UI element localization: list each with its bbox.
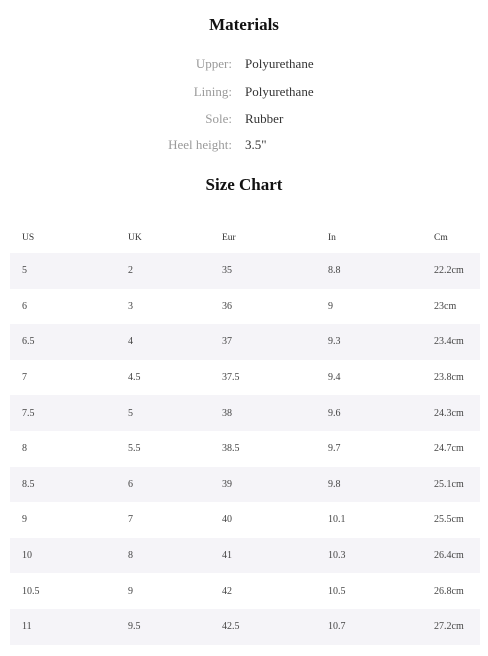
- table-row: [10, 609, 480, 645]
- size-chart-title: Size Chart: [205, 175, 283, 194]
- material-value: Polyurethane: [245, 84, 314, 99]
- table-cell-in: 10.1: [328, 514, 346, 526]
- material-label: Lining:: [193, 84, 232, 99]
- column-header-eur: Eur: [222, 232, 236, 243]
- table-row: [10, 360, 480, 396]
- table-cell-cm: 23.8cm: [434, 372, 464, 384]
- table-cell-uk: 5: [128, 407, 133, 419]
- table-row: [10, 502, 480, 538]
- column-header-us: US: [22, 232, 35, 243]
- table-cell-in: 9.3: [328, 336, 341, 348]
- table-cell-cm: 25.5cm: [434, 514, 464, 526]
- material-row-heel-height: [0, 137, 488, 157]
- table-cell-cm: 23.4cm: [434, 336, 464, 348]
- table-row: [10, 573, 480, 609]
- table-cell-uk: 7: [128, 514, 133, 526]
- table-cell-eur: 37.5: [222, 372, 240, 384]
- material-value: Polyurethane: [245, 56, 314, 71]
- table-cell-in: 10.5: [328, 585, 346, 597]
- table-cell-cm: 23cm: [434, 300, 457, 312]
- table-cell-eur: 38.5: [222, 443, 240, 455]
- table-cell-us: 10.5: [22, 585, 40, 597]
- table-cell-cm: 24.3cm: [434, 407, 464, 419]
- table-cell-in: 9.7: [328, 443, 341, 455]
- material-label: Upper:: [195, 56, 232, 71]
- table-cell-uk: 9: [128, 585, 133, 597]
- table-cell-uk: 9.5: [128, 621, 141, 633]
- table-cell-us: 7: [22, 372, 27, 384]
- table-cell-uk: 2: [128, 265, 133, 277]
- material-value: 3.5": [245, 137, 267, 152]
- table-cell-eur: 40: [222, 514, 232, 526]
- table-cell-eur: 42: [222, 585, 232, 597]
- table-cell-us: 6.5: [22, 336, 35, 348]
- table-cell-us: 8.5: [22, 478, 35, 490]
- table-cell-in: 8.8: [328, 265, 341, 277]
- table-cell-eur: 35: [222, 265, 232, 277]
- column-header-in: In: [328, 232, 336, 243]
- table-row: [10, 324, 480, 360]
- table-cell-eur: 42.5: [222, 621, 240, 633]
- table-cell-uk: 5.5: [128, 443, 141, 455]
- table-row: [10, 395, 480, 431]
- table-cell-cm: 25.1cm: [434, 478, 464, 490]
- table-cell-us: 10: [22, 550, 32, 562]
- table-cell-cm: 26.4cm: [434, 550, 464, 562]
- table-cell-cm: 27.2cm: [434, 621, 464, 633]
- column-header-uk: UK: [128, 232, 142, 243]
- table-cell-cm: 22.2cm: [434, 265, 464, 277]
- table-cell-uk: 4: [128, 336, 133, 348]
- header-row: [10, 222, 480, 253]
- table-cell-in: 9.6: [328, 407, 341, 419]
- column-header-cm: Cm: [434, 232, 448, 243]
- table-cell-cm: 26.8cm: [434, 585, 464, 597]
- material-value: Rubber: [245, 111, 284, 126]
- table-cell-us: 9: [22, 514, 27, 526]
- size-chart-body: [10, 253, 480, 645]
- table-cell-eur: 37: [222, 336, 232, 348]
- size-chart-table: [10, 222, 480, 645]
- table-cell-us: 8: [22, 443, 27, 455]
- table-row: [10, 431, 480, 467]
- table-row: [10, 253, 480, 289]
- size-chart-header: [10, 222, 480, 253]
- table-cell-uk: 8: [128, 550, 133, 562]
- table-row: [10, 467, 480, 503]
- material-label: Heel height:: [168, 137, 232, 152]
- table-cell-uk: 6: [128, 478, 133, 490]
- table-cell-eur: 36: [222, 300, 232, 312]
- table-cell-us: 11: [22, 621, 32, 633]
- material-label: Sole:: [205, 111, 232, 126]
- table-cell-uk: 3: [128, 300, 133, 312]
- table-cell-eur: 41: [222, 550, 232, 562]
- table-row: [10, 289, 480, 325]
- table-cell-uk: 4.5: [128, 372, 141, 384]
- table-cell-in: 9.4: [328, 372, 341, 384]
- table-cell-in: 10.3: [328, 550, 346, 562]
- table-cell-cm: 24.7cm: [434, 443, 464, 455]
- table-cell-us: 5: [22, 265, 27, 277]
- table-row: [10, 538, 480, 574]
- material-row-sole: [0, 111, 488, 131]
- table-cell-eur: 39: [222, 478, 232, 490]
- table-cell-eur: 38: [222, 407, 232, 419]
- table-cell-us: 6: [22, 300, 27, 312]
- materials-title: Materials: [209, 15, 279, 34]
- table-cell-us: 7.5: [22, 407, 35, 419]
- table-cell-in: 9: [328, 300, 333, 312]
- table-cell-in: 10.7: [328, 621, 346, 633]
- table-cell-in: 9.8: [328, 478, 341, 490]
- material-row-lining: [0, 84, 488, 104]
- material-row-upper: [0, 56, 488, 76]
